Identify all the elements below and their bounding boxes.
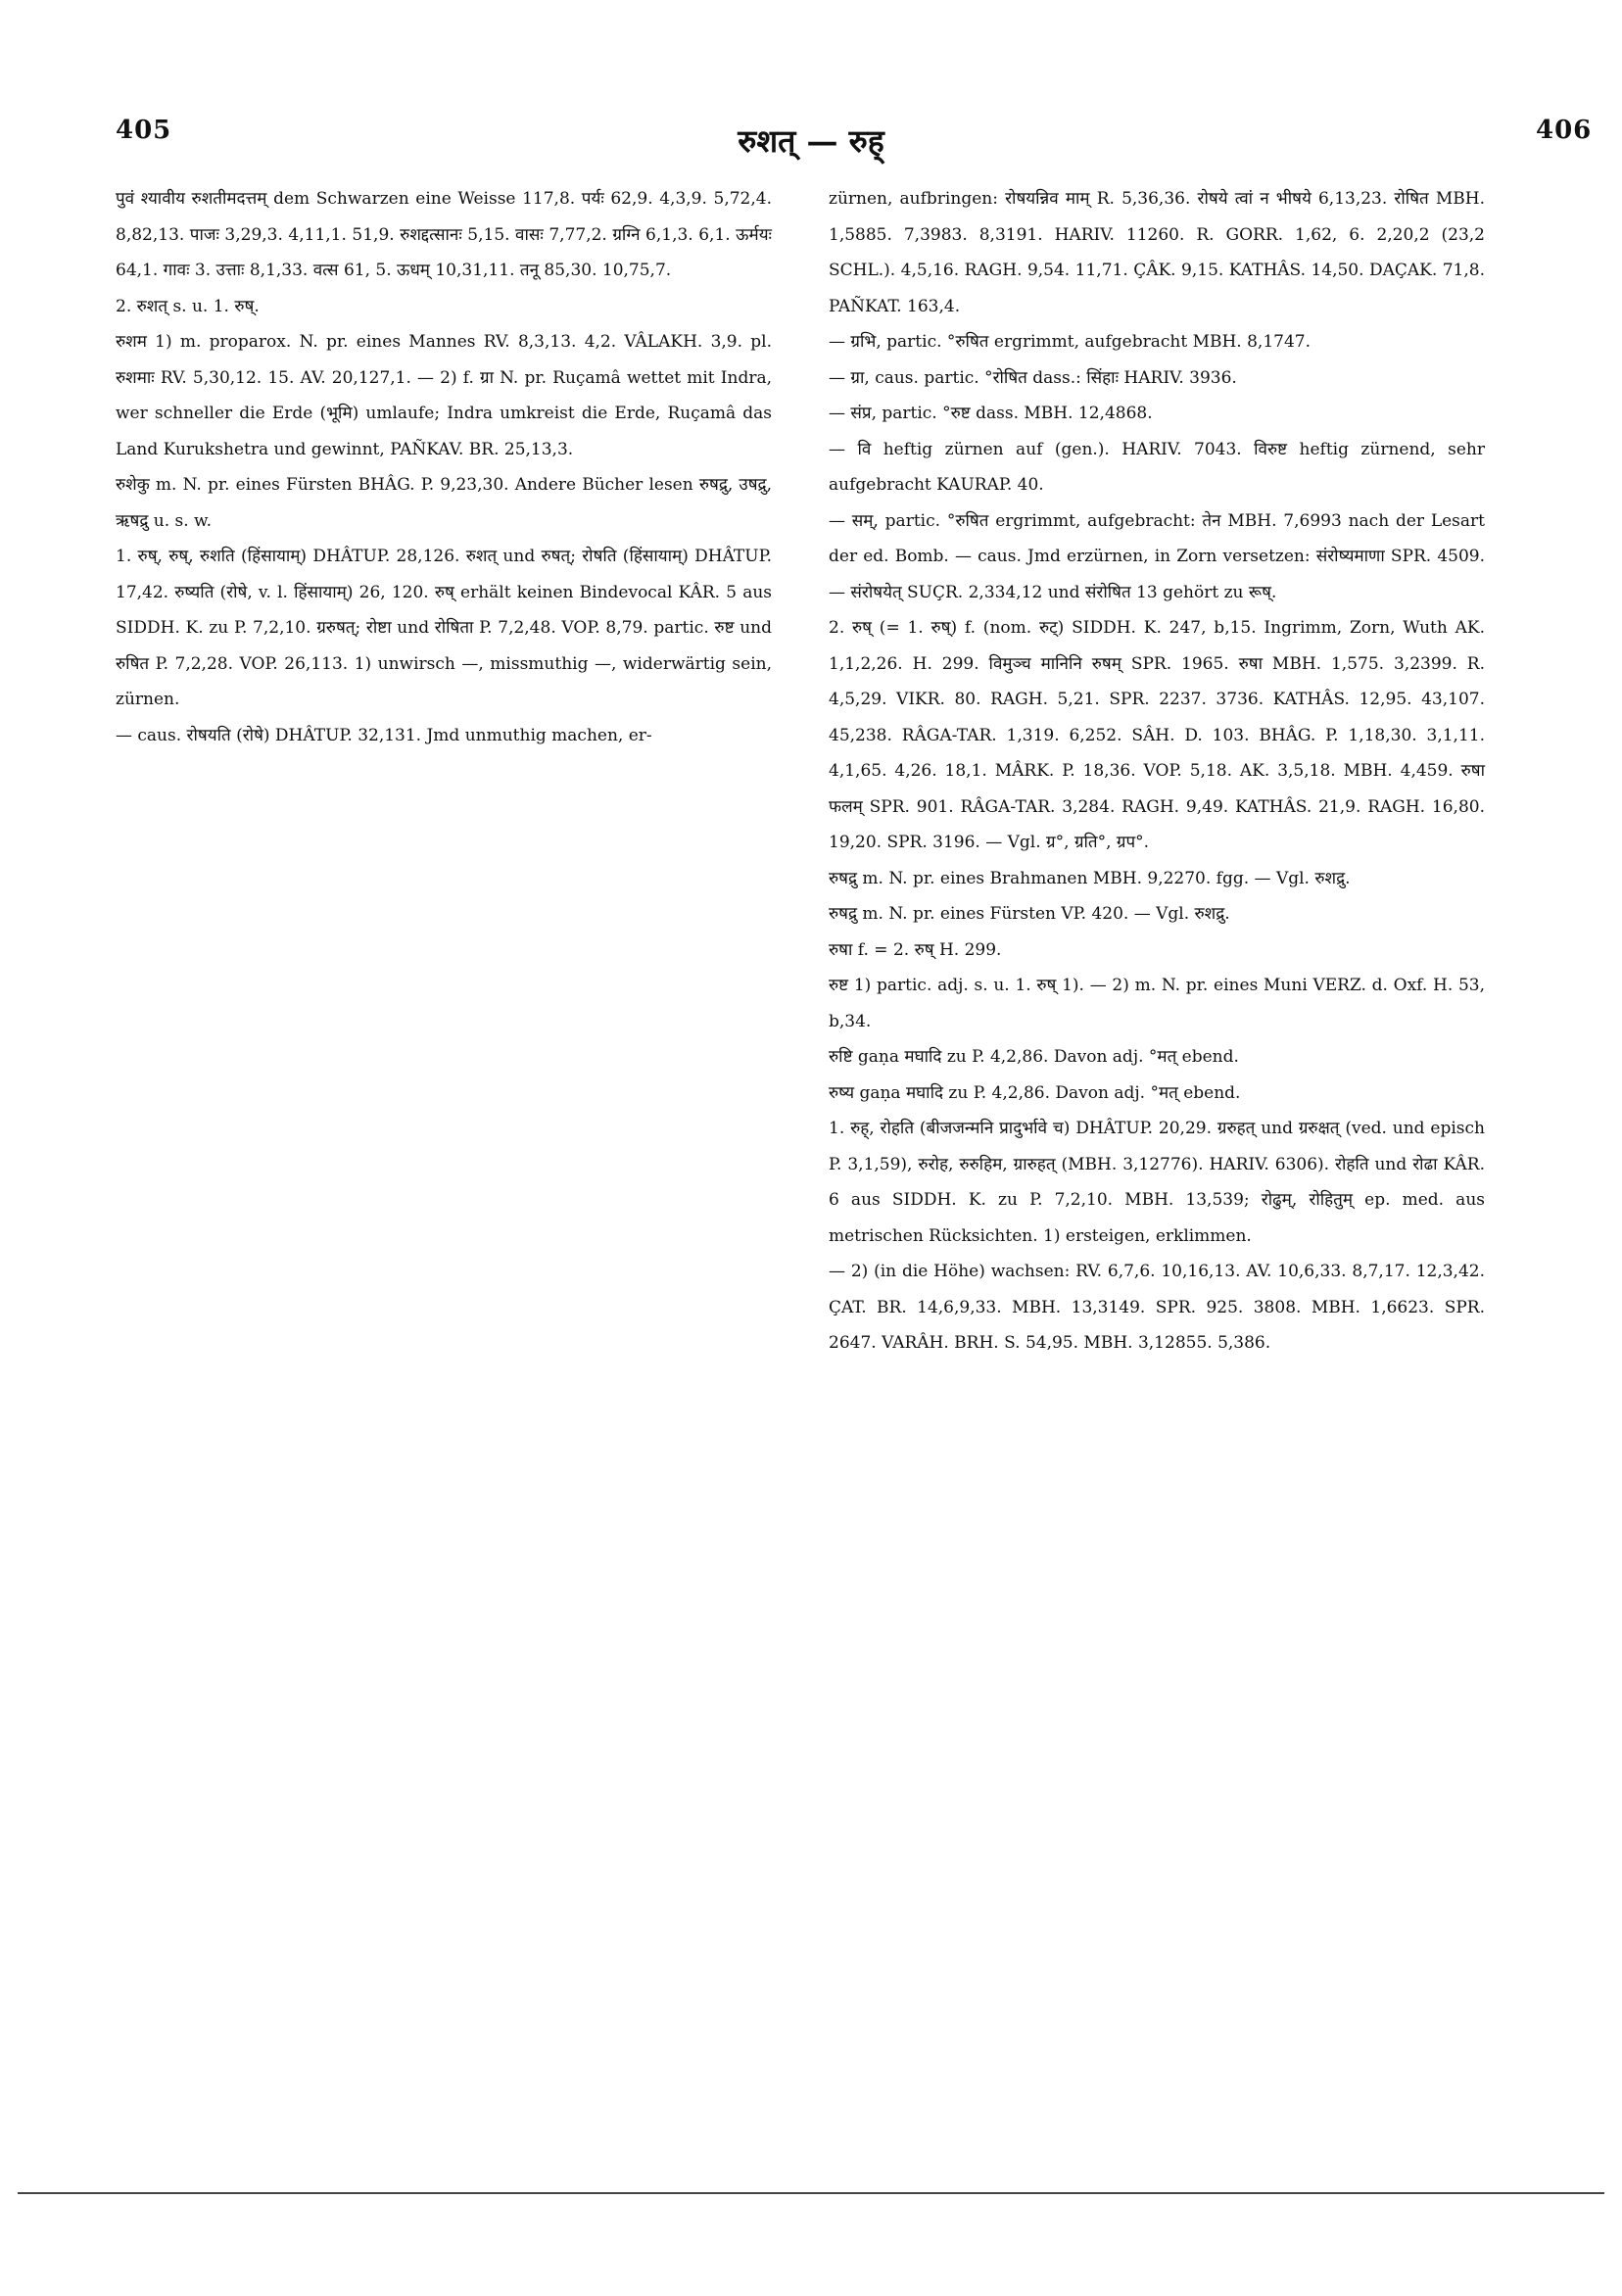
page-number-left: 405 xyxy=(116,116,172,145)
page-number-right: 406 xyxy=(1536,116,1593,145)
bottom-rule xyxy=(18,2192,1604,2194)
right-column-text: zürnen, aufbringen: रोषयन्निव माम् R. 5,36,36. रोषये त्वां न भीषये 6,13,23. रोषित MBH. 1,5885. 7,3983. 8,3191. HARIV. 11260. R. GORR. 1,62, 6. 2,20,2 (23,2 SCHL.). 4,5,16. RAGH. 9,54. 11,71. ÇÂK. 9,15. KATHÂS. 14,50. DAÇAK. 71,8. PAÑKAT. 163,4. — ग्रभि, partic. °रुषित ergrimmt, aufgebracht MBH. 8,1747. — ग्रा, caus. partic. °रोषित dass.: सिंहाः HARIV. 3936. — संप्र, partic. °रुष्ट dass. MBH. 12,4868. — वि heftig zürnen auf (gen.). HARIV. 7043. विरुष्ट heftig zürnend, sehr aufgebracht KAURAP. 40. — सम्, partic. °रुषित ergrimmt, aufgebracht: तेन MBH. 7,6993 nach der Lesart der ed. Bomb. — caus. Jmd erzürnen, in Zorn versetzen: संरोष्यमाणा SPR. 4509. — संरोषयेत् SUÇR. 2,334,12 und संरोषित 13 gehört zu रूष्. 2. रुष् (= 1. रुष्) f. (nom. रुट्) SIDDH. K. 247, b,15. Ingrimm, Zorn, Wuth AK. 1,1,2,26. H. 299. विमुञ्च मानिनि रुषम् SPR. 1965. रुषा MBH. 1,575. 3,2399. R. 4,5,29. VIKR. 80. RAGH. 5,21. SPR. 2237. 3736. KATHÂS. 12,95. 43,107. 45,238. RÂGA-TAR. 1,319. 6,252. SÂH. D. 103. BHÂG. P. 1,18,30. 3,1,11. 4,1,65. 4,26. 18,1. MÂRK. P. 18,36. VOP. 5,18. AK. 3,5,18. MBH. 4,459. रुषा फलम् SPR. 901. RÂGA-TAR. 3,284. RAGH. 9,49. KATHÂS. 21,9. RAGH. 16,80. 19,20. SPR. 3196. — Vgl. ग्र°, ग्रति°, ग्रप°. रुषद्रु m. N. pr. eines Brahmanen MBH. 9,2270. fgg. — Vgl. रुशद्रु. रुषद्रु m. N. pr. eines Fürsten VP. 420. — Vgl. रुशद्रु. रुषा f. = 2. रुष् H. 299. रुष्ट 1) partic. adj. s. u. 1. रुष् 1). — 2) m. N. pr. eines Muni VERZ. d. Oxf. H. 53, b,34. रुष्टि gaṇa मघादि zu P. 4,2,86. Davon adj. °मत् ebend. रुष्य gaṇa मघादि zu P. 4,2,86. Davon adj. °मत् ebend. 1. रुह्, रोहति (बीजजन्मनि प्रादुर्भावे च) DHÂTUP. 20,29. ग्ररुहत् und ग्ररुक्षत् (ved. und episch P. 3,1,59), रुरोह, रुरुहिम, ग्रारुहत् (MBH. 3,12776). HARIV. 6306). रोहति und रोढा KÂR. 6 aus SIDDH. K. zu P. 7,2,10. MBH. 13,539; रोढुम्, रोहितुम् ep. med. aus metrischen Rücksichten. 1) ersteigen, erklimmen. — 2) (in die Höhe) wachsen: RV. 6,7,6. 10,16,13. AV. 10,6,33. 8,7,17. 12,3,42. ÇAT. BR. 14,6,9,33. MBH. 13,3149. SPR. 925. 3808. MBH. 1,6623. SPR. 2647. VARÂH. BRH. S. 54,95. MBH. 3,12855. 5,386. xyxy=(829,189,1485,1353)
left-column-text: पुवं श्यावीय रुशतीमदत्तम् dem Schwarzen eine Weisse 117,8. पर्यः 62,9. 4,3,9. 5,72,4. 8,82,13. पाजः 3,29,3. 4,11,1. 51,9. रुशद्दत्सानः 5,15. वासः 7,77,2. ग्रग्नि 6,1,3. 6,1. ऊर्मयः 64,1. गावः 3. उत्ताः 8,1,33. वत्स 61, 5. ऊधम् 10,31,11. तनू 85,30. 10,75,7. 2. रुशत् s. u. 1. रुष्. रुशम 1) m. proparox. N. pr. eines Mannes RV. 8,3,13. 4,2. VÂLAKH. 3,9. pl. रुशमाः RV. 5,30,12. 15. AV. 20,127,1. — 2) f. ग्रा N. pr. Ruçamâ wettet mit Indra, wer schneller die Erde (भूमि) umlaufe; Indra umkreist die Erde, Ruçamâ das Land Kurukshetra und gewinnt, PAÑKAV. BR. 25,13,3. रुशेकु m. N. pr. eines Fürsten BHÂG. P. 9,23,30. Andere Bücher lesen रुषद्रु, उषद्रु, ऋषद्रु u. s. w. 1. रुष्, रुष्, रुशति (हिंसायाम्) DHÂTUP. 28,126. रुशत् und रुषत्; रोषति (हिंसायाम्) DHÂTUP. 17,42. रुष्यति (रोषे, v. l. हिंसायाम्) 26, 120. रुष् erhält keinen Bindevocal KÂR. 5 aus SIDDH. K. zu P. 7,2,10. ग्ररुषत्; रोष्टा und रोषिता P. 7,2,48. VOP. 8,79. partic. रुष्ट und रुषित P. 7,2,28. VOP. 26,113. 1) unwirsch —, missmuthig —, widerwärtig sein, zürnen. — caus. रोषयति (रोषे) DHÂTUP. 32,131. Jmd unmuthig machen, er- xyxy=(116,189,772,745)
running-head: रुशत् — रुह् xyxy=(738,122,884,160)
